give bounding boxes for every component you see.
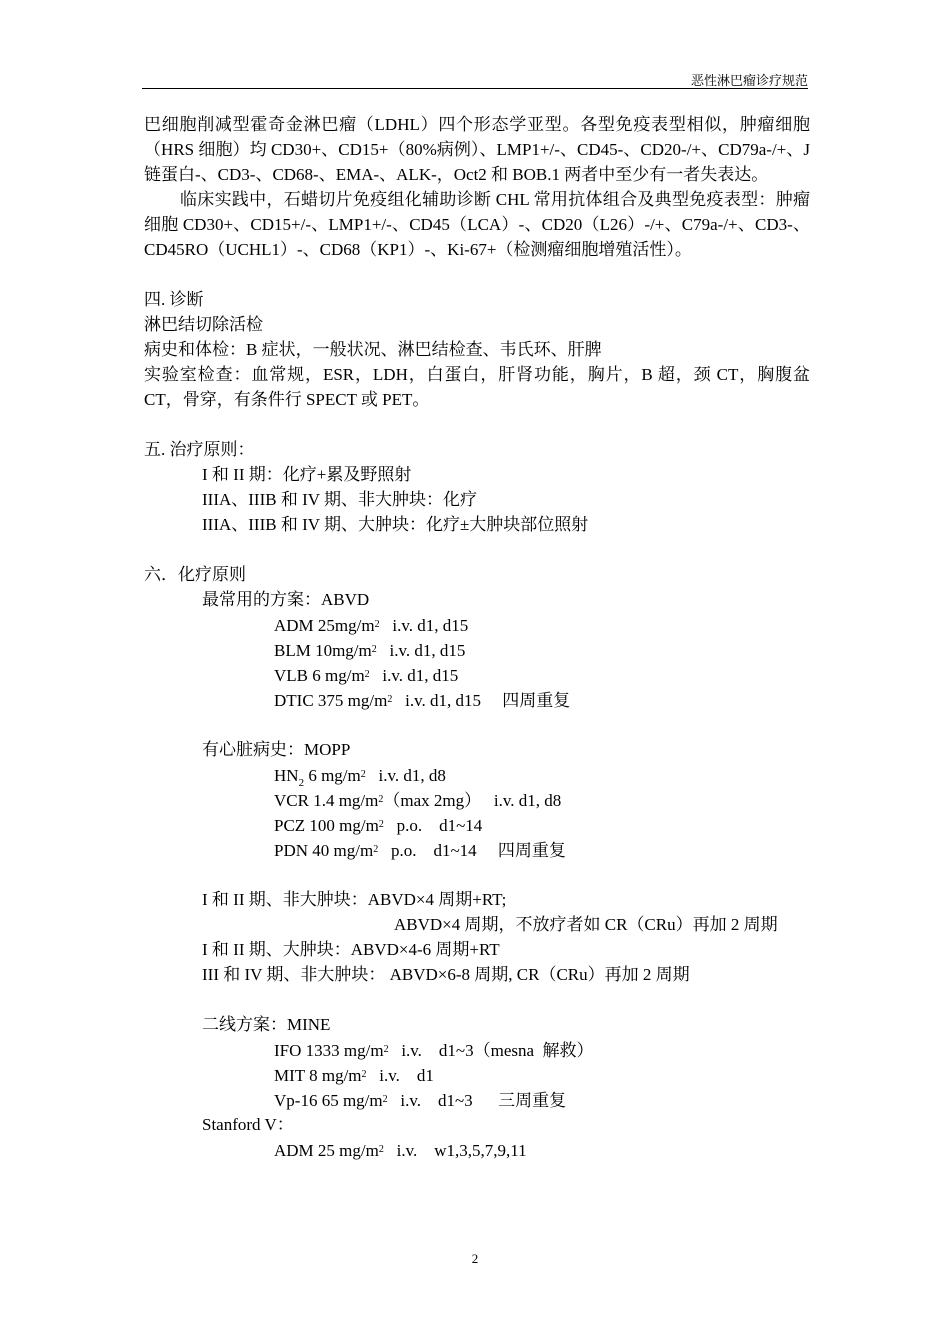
drug-dose: ADM 25 mg/m	[274, 1141, 379, 1160]
drug-schedule: i.v. d1, d15	[369, 666, 459, 685]
section-heading-treatment: 五. 治疗原则：	[144, 440, 255, 459]
drug-dose: VLB 6 mg/m	[274, 666, 365, 685]
stage-plan-line: I 和 II 期、大肿块：ABVD×4-6 周期+RT	[202, 940, 500, 959]
superscript: 2	[383, 1044, 389, 1055]
drug-row	[144, 612, 810, 637]
superscript: 2	[361, 1069, 367, 1080]
running-header: 恶性淋巴瘤诊疗规范	[690, 74, 808, 89]
stage-plan-line: ABVD×4 周期，不放疗者如 CR（CRu）再加 2 周期	[394, 915, 778, 934]
section-heading-chemo: 六．化疗原则	[144, 565, 246, 584]
drug-schedule: （max 2mg） i.v. d1, d8	[383, 791, 562, 810]
spacer	[144, 712, 810, 737]
subscript: 2	[298, 777, 305, 789]
regimen-title-stanford: Stanford V：	[202, 1115, 294, 1134]
treatment-item: IIIA、IIIB 和 IV 期、非大肿块：化疗	[202, 490, 477, 509]
drug-row	[144, 1137, 810, 1162]
drug-row	[144, 687, 810, 712]
treatment-item: I 和 II 期：化疗+累及野照射	[202, 465, 412, 484]
drug-row	[144, 837, 810, 862]
superscript: 2	[360, 769, 366, 780]
spacer	[144, 262, 810, 287]
drug-row	[144, 812, 810, 837]
drug-dose: PDN 40 mg/m	[274, 841, 374, 860]
drug-row	[144, 1037, 810, 1062]
regimen-title-mopp: 有心脏病史：MOPP	[202, 740, 351, 759]
drug-dose: MIT 8 mg/m	[274, 1066, 362, 1085]
drug-dose: VCR 1.4 mg/m	[274, 791, 379, 810]
intro-paragraph-2: 临床实践中，石蜡切片免疫组化辅助诊断 CHL 常用抗体组合及典型免疫表型：肿瘤细胞 CD30+、CD15+/-、LMP1+/-、CD45（LCA）-、CD20（L26）-/+、C79a-/+、CD3-、CD45RO（UCHL1）-、CD68（KP1）-、Ki-67+（检测瘤细胞增殖活性）。	[144, 190, 810, 259]
drug-dose: BLM 10mg/m	[274, 641, 372, 660]
superscript: 2	[371, 644, 377, 655]
drug-row	[144, 787, 810, 812]
drug-dose: PCZ 100 mg/m	[274, 816, 379, 835]
treatment-item: IIIA、IIIB 和 IV 期、大肿块：化疗±大肿块部位照射	[202, 515, 589, 534]
superscript: 2	[378, 1144, 384, 1155]
superscript: 2	[374, 619, 380, 630]
spacer	[144, 862, 810, 887]
page-body	[144, 112, 810, 1162]
drug-schedule: i.v. d1~3 三周重复	[387, 1091, 567, 1110]
diagnosis-line-lab: 实验室检查：血常规，ESR，LDH，白蛋白，肝肾功能，胸片，B 超，颈 CT，胸腹盆 CT，骨穿，有条件行 SPECT 或 PET。	[144, 365, 810, 409]
spacer	[144, 537, 810, 562]
superscript: 2	[373, 844, 379, 855]
drug-name: HN	[274, 766, 299, 785]
spacer	[144, 987, 810, 1012]
drug-schedule: i.v. d1, d15	[376, 641, 466, 660]
stage-plan-line: III 和 IV 期、非大肿块： ABVD×6-8 周期, CR（CRu）再加 2 周期	[202, 965, 690, 984]
drug-row	[144, 662, 810, 687]
superscript: 2	[378, 819, 384, 830]
drug-schedule: i.v. d1~3（mesna 解救）	[388, 1041, 594, 1060]
regimen-title-mine: 二线方案：MINE	[202, 1015, 331, 1034]
superscript: 2	[364, 669, 370, 680]
stage-plan-line: I 和 II 期、非大肿块：ABVD×4 周期+RT;	[202, 890, 507, 909]
drug-schedule: i.v. w1,3,5,7,9,11	[383, 1141, 527, 1160]
regimen-title-abvd: 最常用的方案：ABVD	[202, 590, 370, 609]
drug-schedule: i.v. d1, d8	[365, 766, 446, 785]
drug-schedule: i.v. d1	[366, 1066, 434, 1085]
drug-dose: Vp-16 65 mg/m	[274, 1091, 383, 1110]
section-heading-diagnosis: 四. 诊断	[144, 290, 204, 309]
diagnosis-line-biopsy: 淋巴结切除活检	[144, 315, 263, 334]
superscript: 2	[378, 794, 384, 805]
drug-dose: DTIC 375 mg/m	[274, 691, 388, 710]
drug-schedule: i.v. d1, d15	[379, 616, 469, 635]
page-number: 2	[471, 1251, 479, 1266]
drug-dose: ADM 25mg/m	[274, 616, 375, 635]
superscript: 2	[382, 1094, 388, 1105]
diagnosis-line-history: 病史和体检：B 症状，一般状况、淋巴结检查、韦氏环、肝脾	[144, 340, 602, 359]
drug-dose: 6 mg/m	[304, 766, 361, 785]
drug-schedule: p.o. d1~14	[383, 816, 483, 835]
header-rule	[142, 88, 808, 89]
drug-row	[144, 762, 810, 787]
drug-schedule: i.v. d1, d15 四周重复	[392, 691, 571, 710]
intro-paragraph-1: 巴细胞削减型霍奇金淋巴瘤（LDHL）四个形态学亚型。各型免疫表型相似，肿瘤细胞（HRS 细胞）均 CD30+、CD15+（80%病例）、LMP1+/-、CD45-、CD20-/+、CD79a-/+、J 链蛋白-、CD3-、CD68-、EMA-、ALK-，Oct2 和 BOB.1 两者中至少有一者失表达。	[144, 115, 810, 184]
drug-row	[144, 1087, 810, 1112]
drug-dose: IFO 1333 mg/m	[274, 1041, 384, 1060]
spacer	[144, 412, 810, 437]
superscript: 2	[387, 694, 393, 705]
drug-schedule: p.o. d1~14 四周重复	[378, 841, 566, 860]
drug-row	[144, 1062, 810, 1087]
drug-row	[144, 637, 810, 662]
